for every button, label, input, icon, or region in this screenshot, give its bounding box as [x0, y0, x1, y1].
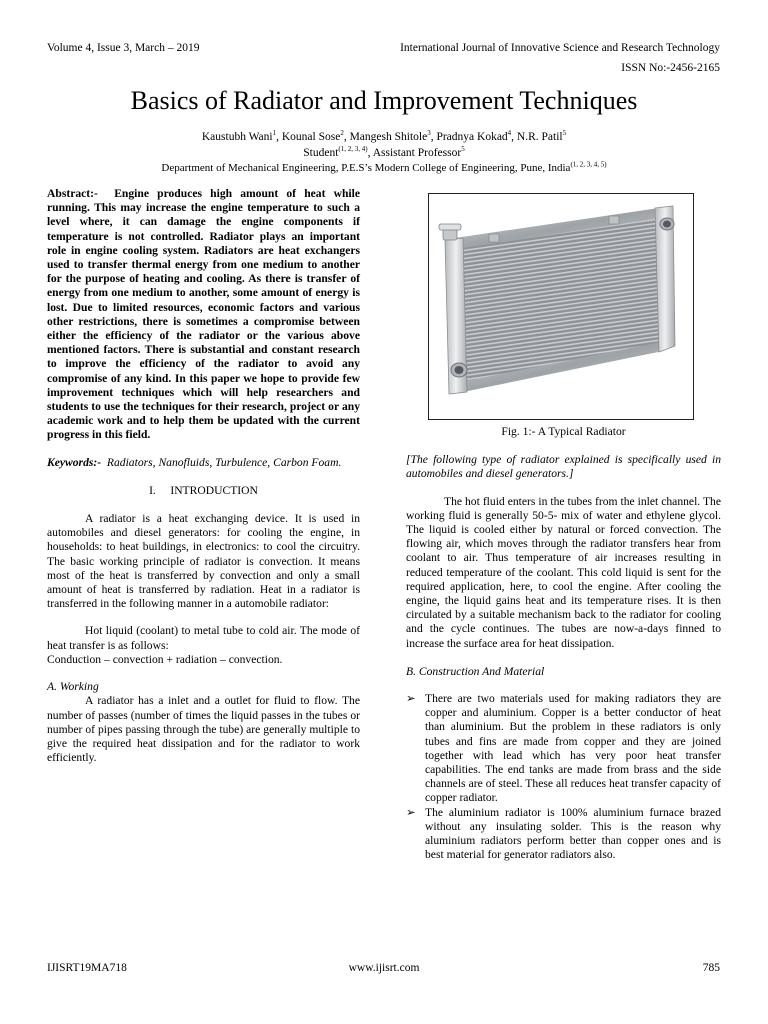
intro-paragraph-2: Hot liquid (coolant) to metal tube to cold air. The mode of heat transfer is as follows:	[47, 624, 360, 652]
issn: ISSN No:-2456-2165	[621, 62, 720, 74]
radiator-figure	[428, 193, 694, 420]
working-paragraph: A radiator has a inlet and a outlet for fluid to flow. The number of passes (number of times the liquid passes in the tubes or number of pipes passing through the tube) are generally multiple to give the required heat dissipation and for the radiator to work efficiently.	[47, 694, 360, 765]
page-number: 785	[702, 962, 720, 974]
affiliation: Department of Mechanical Engineering, P.E.S’s Modern College of Engineering, Pune, India$^{(1, 2, 3, 4, 5)}$	[161, 160, 607, 174]
arrow-bullet-icon: ➢	[406, 805, 416, 819]
keywords: Keywords:- Radiators, Nanofluids, Turbulence, Carbon Foam.	[47, 455, 342, 469]
author-roles: Student$^{(1, 2, 3, 4)}$, Assistant Professor$^5$	[303, 145, 465, 159]
figure-note: [The following type of radiator explained is specifically used in automobiles and diesel generators.]	[406, 453, 721, 481]
right-column	[406, 425, 721, 862]
volume-info: Volume 4, Issue 3, March – 2019	[47, 42, 200, 54]
section-heading-introduction: I. INTRODUCTION	[149, 483, 258, 497]
author-list: Kaustubh Wani$^1$, Kounal Sose$^2$, Mangesh Shitole$^3$, Pradnya Kokad$^4$, N.R. Patil$^5$	[201, 129, 567, 143]
paper-code: IJISRT19MA718	[47, 962, 127, 974]
figure-caption: Fig. 1:- A Typical Radiator	[501, 425, 626, 438]
paper-title: Basics of Radiator and Improvement Techniques	[130, 86, 638, 115]
list-item: ➢ There are two materials used for making radiators they are copper and aluminium. Copper is a better conductor of heat than aluminium. But the problem in these radiators is only tubes and fins are made from copper and they are joined together with lead which has very poor heat transfer capabilities. The end tanks are made from brass and the side channels are of steel. These all reduces heat transfer capacity of copper radiator.	[406, 692, 721, 805]
left-column	[47, 187, 360, 765]
material-list	[406, 692, 721, 862]
journal-url: www.ijisrt.com	[348, 962, 420, 974]
working-fluid-paragraph: The hot fluid enters in the tubes from the inlet channel. The working fluid is generally 50-5- mix of water and ethylene glycol. The liquid is cooled either by natural or forced convection. The flowing air, which moves through the radiator transfers hear from coolant to air. Thus temperature of air increases resulting in reduced temperature of the coolant. This cold liquid is sent for the required application, here, to cool the engine. After cooling the engine, the liquid gains heat and its temperature rises. It is then circulated by a suitable mechanism back to the radiator for cooling and the cycle continues. The tubes are now-a-days finned to increase the surface area for heat dissipation.	[406, 494, 721, 650]
subsection-heading-construction: B. Construction And Material	[406, 664, 545, 678]
list-item: ➢ The aluminium radiator is 100% aluminium furnace brazed without any insulating solder. This is the reason why aluminium radiators perform better than copper ones and is best material for generator radiators also.	[406, 805, 721, 862]
radiator-image	[429, 194, 693, 419]
intro-paragraph-1: A radiator is a heat exchanging device. It is used in automobiles and diesel generators: for cooling the engine, in households: to heat buildings, in electronics: to cool the circuitry. The basic working principle of radiator is convection. It means most of the heat is transferred by convection and only a small amount of heat is transferred by radiation. Heat in a radiator is transferred in the following manner in a automobile radiator:	[47, 512, 360, 611]
heat-transfer-mode: Conduction – convection + radiation – convection.	[47, 652, 283, 666]
journal-name: International Journal of Innovative Science and Research Technology	[400, 42, 720, 54]
abstract: Abstract:- Engine produces high amount of heat while running. This may increase the engine temperature to such a level where, it can damage the engine components if temperature is not controlled. Radiator plays an important role in engine cooling system. Radiators are heat exchangers used to transfer thermal energy from one medium to another for the purpose of heating and cooling. As there is transfer of energy from one medium to another, some amount of energy is lost. Due to limited resources, economic factors and various other restrictions, there is sometimes a compromise between either the efficiency of the radiator or the various above mentioned factors. There is substantial and constant research to improve the efficiency of the radiator to avoid any compromise of any kind. In this paper we hope to provide few improvement techniques which will help researchers and students to use the techniques for their research, project or any academic work and to help them be updated with the current progress in this field.	[47, 187, 361, 442]
arrow-bullet-icon: ➢	[406, 692, 416, 706]
subsection-heading-working: A. Working	[47, 680, 99, 694]
